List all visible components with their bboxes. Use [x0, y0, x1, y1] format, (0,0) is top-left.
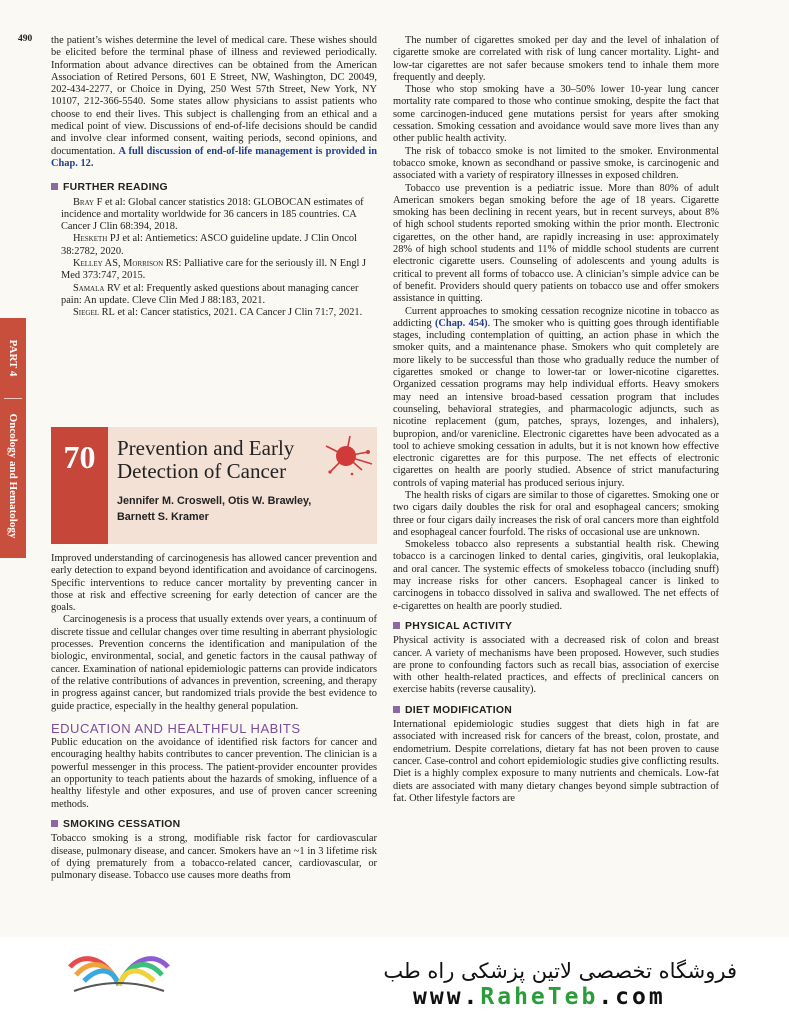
- website-url[interactable]: www.RaheTeb.com: [413, 984, 666, 1010]
- reference-item: Bray F et al: Global cancer statistics 2018: GLOBOCAN estimates of incidence and mortality worldwide for 36 cancers in 185 countries. CA Cancer J Clin 68:394, 2018.: [61, 196, 364, 233]
- chapter-title: Prevention and Early Detection of Cancer: [117, 436, 295, 483]
- physical-activity-paragraph: Physical activity is associated with a decreased risk of colon and breast cancer. A variety of mechanisms have been proposed. However, such studies are prone to confounding factors such as recall bias, association of exercise with other health-related practices, and effects of preclinical cancers on exercise habits (reverse causality).: [393, 635, 719, 696]
- right-column: [393, 35, 719, 805]
- body-paragraph: The number of cigarettes smoked per day and the level of inhalation of cigarette smoke are correlated with risk of lung cancer mortality. Light- and low-tar cigarettes are not safer because smokers tend to inhale them more frequently and deeply.: [393, 35, 719, 83]
- heading-square-icon: [393, 706, 400, 713]
- reference-item: Siegel RL et al: Cancer statistics, 2021. CA Cancer J Clin 71:7, 2021.: [73, 307, 363, 319]
- reference-item: Hesketh PJ et al: Antiemetics: ASCO guideline update. J Clin Oncol 38:2782, 2020.: [61, 233, 357, 257]
- left-column-top: [51, 35, 377, 320]
- heading-square-icon: [51, 820, 58, 827]
- education-paragraph: Public education on the avoidance of identified risk factors for cancer and encouraging healthy habits contributes to cancer prevention. The clinician is a powerful messenger in this process. The patient-provider encounter provides an opportunity to teach patients about the hazards of smoking, influence of a healthy lifestyle and other exposures, and use of proven cancer screening methods.: [51, 737, 377, 810]
- book-logo-icon: [64, 945, 174, 1011]
- side-tab-divider: [4, 398, 22, 399]
- intro-paragraph: the patient’s wishes determine the level of medical care. These wishes should be elicited before the terminal phase of illness and reviewed periodically. Information about advance directives can be obtained from the American Association of Retired Persons, 601 E Street, NW, Washington, DC 20049, 202-434-2277, or Choice in Dying, 250 West 57th Street, New York, NY 10107, 212-366-5540. Some states allow physicians to assist patients who choose to end their lives. This subject is challenging from an ethical and a medical point of view. Discussions of end-of-life decisions should be candid and involve clear informed consent, waiting periods, second opinions, and documentation. A full discussion of end-of-life management is provided in Chap. 12.: [51, 35, 377, 169]
- chapter-authors: Jennifer M. Croswell, Otis W. Brawley, Barnett S. Kramer: [117, 495, 312, 523]
- body-paragraph: The health risks of cigars are similar to those of cigarettes. Smoking one or two cigars daily doubles the risk for oral and esophageal cancers; smoking three or four cigars daily increases the risk of oral cancers more than eightfold and esophageal cancer fourfold. The risks of occasional use are unknown.: [393, 489, 719, 538]
- reference-item: Kelley AS, Morrison RS: Palliative care for the seriously ill. N Engl J Med 373:747, 2015.: [61, 258, 367, 282]
- smoking-paragraph: Tobacco smoking is a strong, modifiable risk factor for cardiovascular disease, pulmonary disease, and cancer. Smokers have an ~1 in 3 lifetime risk of dying prematurely from a tobacco-related cancer, cardiovascular, or pulmonary disease. Tobacco use causes more deaths from: [51, 833, 377, 882]
- reference-item: Samala RV et al: Frequently asked questions about managing cancer pain: An update. Cleve Clin Med J 88:183, 2021.: [61, 282, 359, 306]
- page-number: 490: [18, 34, 33, 44]
- side-tab: [0, 318, 26, 558]
- chapter-paragraph: Improved understanding of carcinogenesis has allowed cancer prevention and early detection to expand beyond identification and avoidance of carcinogens. Specific interventions to reduce cancer mortality by preventing cancer in those at risk and effective screening for early detection of cancer are the goals.: [51, 553, 377, 614]
- side-tab-section: Oncology and Hematology: [7, 413, 19, 539]
- chapter-12-link[interactable]: A full discussion of end-of-life management is provided in Chap. 12.: [51, 145, 377, 169]
- physical-activity-heading: PHYSICAL ACTIVITY: [393, 621, 719, 633]
- body-paragraph: Smokeless tobacco also represents a substantial health risk. Chewing tobacco is a carcinogen linked to dental caries, gingivitis, oral leukoplakia, and oral cancer. The systemic effects of smokeless tobacco (including snuff) may increase risks for other cancers. Esophageal cancer is linked to carcinogens in tobacco dissolved in saliva and swallowed. The net effects of e-cigarettes on health are poorly studied.: [393, 539, 719, 612]
- further-reading-heading: FURTHER READING: [51, 182, 377, 194]
- smoking-heading: SMOKING CESSATION: [51, 819, 377, 831]
- body-paragraph: Those who stop smoking have a 30–50% lower 10-year lung cancer mortality rate compared to those who continue smoking, despite the fact that some carcinogen-induced gene mutations persist for years after smoking cessation. Smoking cessation and avoidance would save more lives than any other public health activity.: [393, 84, 719, 145]
- body-paragraph: The risk of tobacco smoke is not limited to the smoker. Environmental tobacco smoke, known as secondhand or passive smoke, is carcinogenic and associated with a variety of respiratory illnesses in exposed children.: [393, 145, 719, 182]
- store-name-text: فروشگاه تخصصی لاتین پزشکی راه طب: [383, 959, 737, 983]
- diet-heading: DIET MODIFICATION: [393, 705, 719, 717]
- chapter-number: 70: [51, 427, 108, 544]
- ink-splatter-decoration: [322, 434, 374, 480]
- left-column-bottom: [51, 553, 377, 882]
- education-heading: EDUCATION AND HEALTHFUL HABITS: [51, 720, 301, 736]
- chapter-paragraph: Carcinogenesis is a process that usually extends over years, a continuum of discrete tissue and cellular changes over time resulting in aberrant physiologic processes. Prevention concerns the identification and manipulation of the biologic, environmental, social, and genetic factors in the causal pathway of cancer. Examination of national epidemiologic patterns can provide indicators of the relative contributions of advances in prevention, screening, and therapy in progress against cancer, but randomized trials provide the best evidence to guide practice, especially in the healthy general population.: [51, 614, 377, 712]
- side-tab-part: PART 4: [7, 339, 19, 377]
- heading-square-icon: [393, 622, 400, 629]
- body-paragraph: Tobacco use prevention is a pediatric issue. More than 80% of adult American smokers began smoking before the age of 18 years. Cigarette smoking has been declining in recent years, but in recent surveys, about 8% of high school students reported smoking within the prior month. Electronic cigarettes, on the other hand, are rapidly increasing in use: approximately 28% of high school students and 11% of middle school students are current electronic cigarette users. Counseling of adolescents and young adults is critical to prevent all forms of tobacco use. A clinician’s simple advice can be of benefit. Providers should query patients on tobacco use and offer smokers assistance in quitting.: [393, 182, 719, 305]
- diet-paragraph: International epidemiologic studies suggest that diets high in fat are associated with increased risk for cancers of the breast, colon, prostate, and endometrium. Despite correlations, dietary fat has not been proven to cause cancer. Case-control and cohort epidemiologic studies give conflicting results. Diet is a highly complex exposure to many nutrients and chemicals. Low-fat diets are associated with many dietary changes beyond simple subtraction of fat. Other lifestyle factors are: [393, 719, 719, 804]
- body-paragraph: Current approaches to smoking cessation recognize nicotine in tobacco as addicting (Chap. 454). The smoker who is quitting goes through identifiable stages, including contemplation of quitting, an action phase in which the smoker quits, and a maintenance phase. Smokers who quit completely are more likely to be successful than those who gradually reduce the number of cigarettes smoked or change to lower-tar or lower-nicotine cigarettes. Organized cessation programs may help individual efforts. Heavy smokers may need an intensive broad-based cessation program that includes counseling, behavioral strategies, and pharmacologic adjuncts, such as nicotine replacement (gum, patches, sprays, lozenges, and inhalers), bupropion, and/or varenicline. Electronic cigarettes have been advocated as a tool to achieve smoking cessation in adults, but it is not known how effective electronic cigarettes are for this purpose. The net effects of electronic cigarettes on health are poorly studied. Absence of strict manufacturing controls of vaping material has produced serious injury.: [393, 305, 719, 489]
- chapter-454-link[interactable]: (Chap. 454): [434, 317, 488, 329]
- heading-square-icon: [51, 183, 58, 190]
